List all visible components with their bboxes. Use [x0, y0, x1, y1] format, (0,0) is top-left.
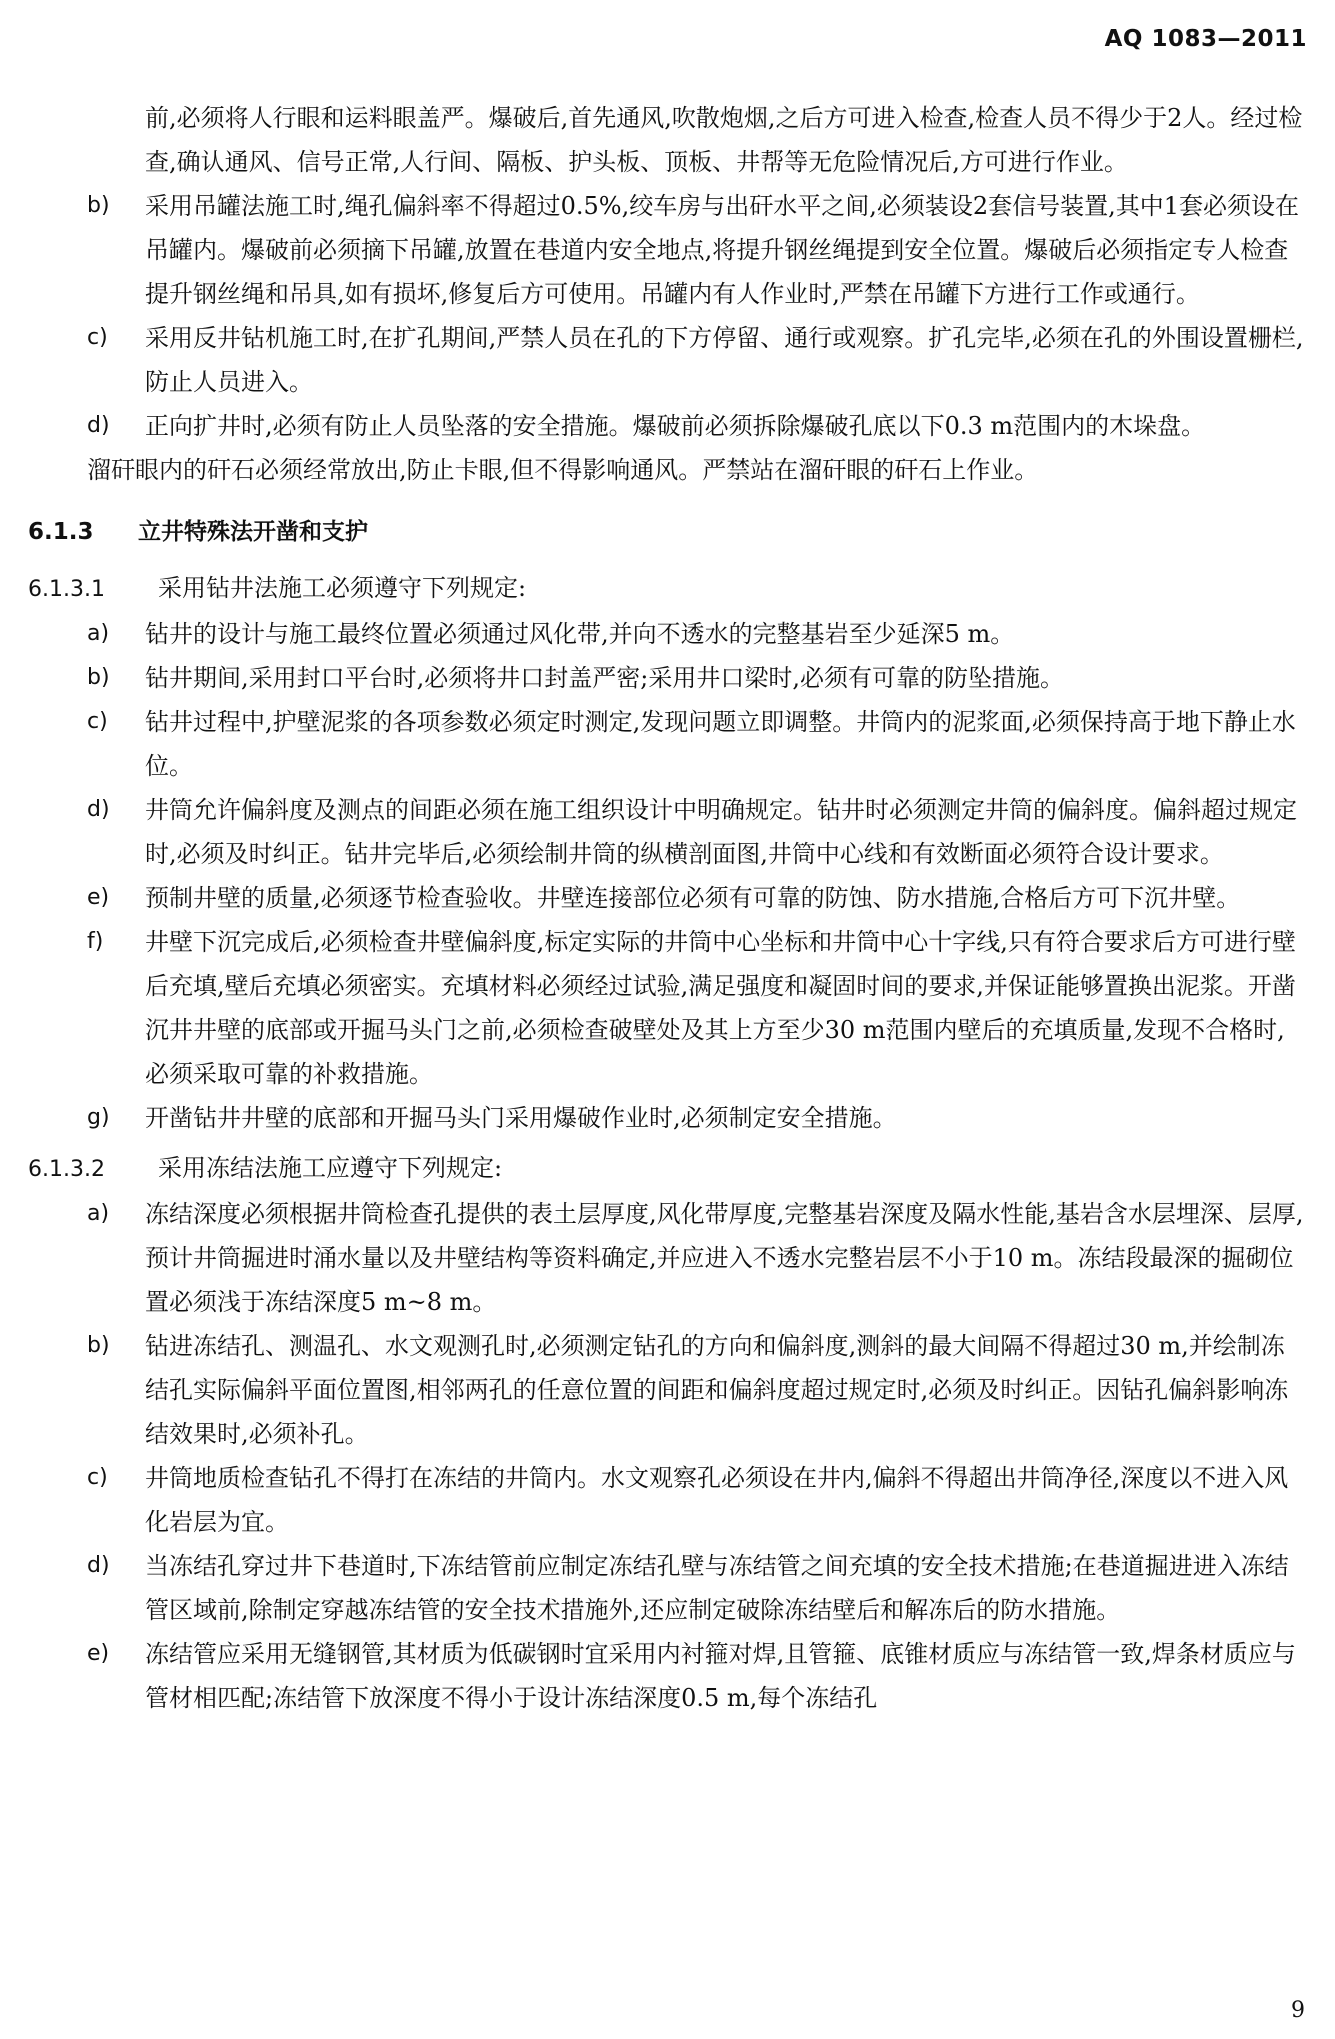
clause-heading	[0, 566, 1335, 612]
list-marker: d)	[87, 1553, 110, 1578]
clause-heading	[0, 1146, 1335, 1192]
list-item	[0, 612, 1335, 656]
list-item	[0, 656, 1335, 700]
note-paragraph: 溜矸眼内的矸石必须经常放出,防止卡眼,但不得影响通风。严禁站在溜矸眼的矸石上作业。	[87, 456, 1039, 484]
list-text: 钻井期间,采用封口平台时,必须将井口封盖严密;采用井口梁时,必须有可靠的防坠措施。	[145, 664, 1064, 692]
standard-code: AQ 1083—2011	[1104, 26, 1307, 52]
list-text: 井筒允许偏斜度及测点的间距必须在施工组织设计中明确规定。钻井时必须测定井筒的偏斜度。偏斜超过规定时,必须及时纠正。钻井完毕后,必须绘制井筒的纵横剖面图,井筒中心线和有效断面必须符合设计要求。	[145, 796, 1297, 868]
list-item	[0, 876, 1335, 920]
list-item	[0, 1456, 1335, 1544]
list-text: 当冻结孔穿过井下巷道时,下冻结管前应制定冻结孔壁与冻结管之间充填的安全技术措施;在巷道掘进进入冻结管区域前,除制定穿越冻结管的安全技术措施外,还应制定破除冻结壁后和解冻后的防水措施。	[145, 1552, 1289, 1624]
list-text: 井筒地质检查钻孔不得打在冻结的井筒内。水文观察孔必须设在井内,偏斜不得超出井筒净径,深度以不进入风化岩层为宜。	[145, 1464, 1289, 1536]
list-text: 钻井的设计与施工最终位置必须通过风化带,并向不透水的完整基岩至少延深5 m。	[145, 620, 1015, 648]
list-item	[0, 788, 1335, 876]
list-text: 冻结深度必须根据井筒检查孔提供的表土层厚度,风化带厚度,完整基岩深度及隔水性能,基岩含水层埋深、层厚,预计井筒掘进时涌水量以及井壁结构等资料确定,并应进入不透水完整岩层不小于10 m。冻结段最深的掘砌位置必须浅于冻结深度5 m~8 m。	[145, 1200, 1304, 1316]
clause-number: 6.1.3.2	[28, 1157, 105, 1182]
list-marker: g)	[87, 1105, 110, 1130]
list-marker: c)	[87, 1465, 108, 1490]
list-item	[0, 1324, 1335, 1456]
list-marker: e)	[87, 885, 110, 910]
list-item	[0, 700, 1335, 788]
list-marker: f)	[87, 929, 104, 954]
list-marker: e)	[87, 1641, 110, 1666]
list-item	[0, 1192, 1335, 1324]
list-marker: c)	[87, 709, 108, 734]
list-item	[0, 920, 1335, 1096]
list-marker: a)	[87, 621, 110, 646]
list-text: 钻进冻结孔、测温孔、水文观测孔时,必须测定钻孔的方向和偏斜度,测斜的最大间隔不得超过30 m,并绘制冻结孔实际偏斜平面位置图,相邻两孔的任意位置的间距和偏斜度超过规定时,必须及时纠正。因钻孔偏斜影响冻结效果时,必须补孔。	[145, 1332, 1289, 1448]
list-text: 钻井过程中,护壁泥浆的各项参数必须定时测定,发现问题立即调整。井筒内的泥浆面,必须保持高于地下静止水位。	[145, 708, 1296, 780]
list-text: 采用反井钻机施工时,在扩孔期间,严禁人员在孔的下方停留、通行或观察。扩孔完毕,必须在孔的外围设置栅栏,防止人员进入。	[145, 324, 1304, 396]
list-item	[0, 404, 1335, 448]
list-text: 预制井壁的质量,必须逐节检查验收。井壁连接部位必须有可靠的防蚀、防水措施,合格后方可下沉井壁。	[145, 884, 1241, 912]
list-text: 正向扩井时,必须有防止人员坠落的安全措施。爆破前必须拆除爆破孔底以下0.3 m范围内的木垛盘。	[145, 412, 1206, 440]
list-marker: d)	[87, 413, 110, 438]
clause-number: 6.1.3.1	[28, 577, 105, 602]
list-marker: c)	[87, 325, 108, 350]
section-number: 6.1.3	[28, 519, 94, 545]
section-title: 立井特殊法开凿和支护	[138, 519, 368, 545]
section-heading	[0, 510, 1335, 554]
list-marker: d)	[87, 797, 110, 822]
document-body	[0, 96, 1335, 1720]
list-item	[0, 184, 1335, 316]
clause-lead: 采用冻结法施工应遵守下列规定:	[158, 1154, 503, 1182]
list-marker: a)	[87, 1201, 110, 1226]
page-number: 9	[1291, 1998, 1305, 2023]
list-item	[0, 1632, 1335, 1720]
continuation-paragraph: 前,必须将人行眼和运料眼盖严。爆破后,首先通风,吹散炮烟,之后方可进入检查,检查人员不得少于2人。经过检查,确认通风、信号正常,人行间、隔板、护头板、顶板、井帮等无危险情况后,方可进行作业。	[145, 104, 1303, 176]
list-text: 开凿钻井井壁的底部和开掘马头门采用爆破作业时,必须制定安全措施。	[145, 1104, 897, 1132]
list-item	[0, 1544, 1335, 1632]
list-marker: b)	[87, 193, 110, 218]
list-item	[0, 316, 1335, 404]
list-text: 冻结管应采用无缝钢管,其材质为低碳钢时宜采用内衬箍对焊,且管箍、底锥材质应与冻结管一致,焊条材质应与管材相匹配;冻结管下放深度不得小于设计冻结深度0.5 m,每个冻结孔	[145, 1640, 1296, 1712]
list-marker: b)	[87, 1333, 110, 1358]
list-text: 采用吊罐法施工时,绳孔偏斜率不得超过0.5%,绞车房与出矸水平之间,必须装设2套信号装置,其中1套必须设在吊罐内。爆破前必须摘下吊罐,放置在巷道内安全地点,将提升钢丝绳提到安全位置。爆破后必须指定专人检查提升钢丝绳和吊具,如有损坏,修复后方可使用。吊罐内有人作业时,严禁在吊罐下方进行工作或通行。	[145, 192, 1300, 308]
clause-lead: 采用钻井法施工必须遵守下列规定:	[158, 574, 527, 602]
list-item	[0, 1096, 1335, 1140]
list-marker: b)	[87, 665, 110, 690]
list-text: 井壁下沉完成后,必须检查井壁偏斜度,标定实际的井筒中心坐标和井筒中心十字线,只有符合要求后方可进行壁后充填,壁后充填必须密实。充填材料必须经过试验,满足强度和凝固时间的要求,并保证能够置换出泥浆。开凿沉井井壁的底部或开掘马头门之前,必须检查破壁处及其上方至少30 m范围内壁后的充填质量,发现不合格时,必须采取可靠的补救措施。	[145, 928, 1296, 1088]
